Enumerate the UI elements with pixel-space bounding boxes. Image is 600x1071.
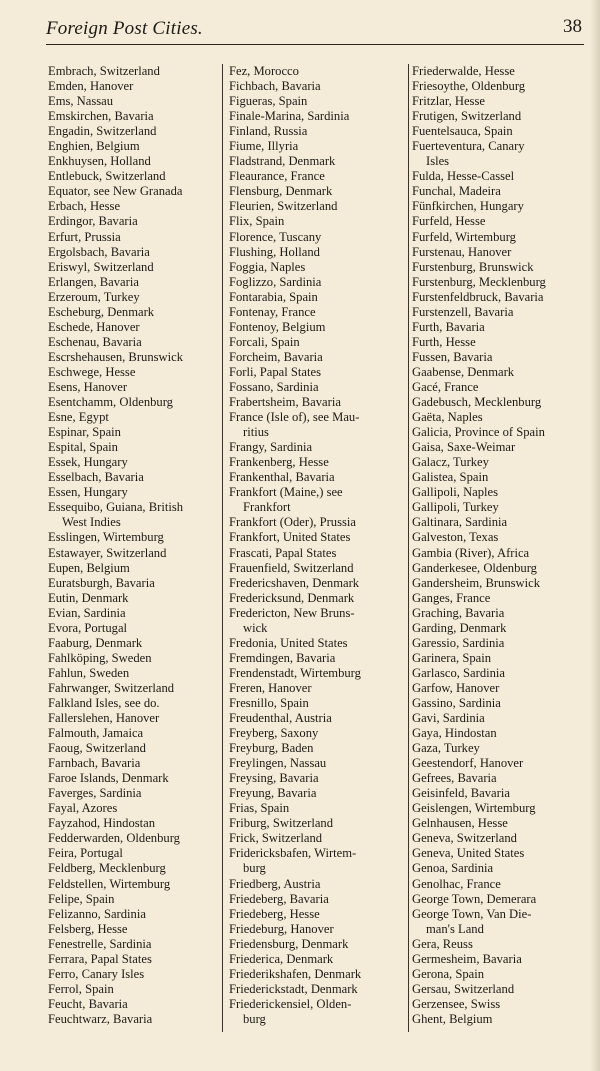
list-item: Ganges, France <box>412 590 491 605</box>
list-item: Esslingen, Wirtemburg <box>48 530 164 545</box>
list-item: Fontenoy, Belgium <box>229 319 326 334</box>
list-item: Foglizzo, Sardinia <box>229 274 322 289</box>
column-divider <box>222 64 223 1032</box>
list-item: Feira, Portugal <box>48 846 123 861</box>
list-item: Ghent, Belgium <box>412 1011 493 1026</box>
list-item: George Town, Van Die- man's Land <box>412 906 532 936</box>
list-item: Gaya, Hindostan <box>412 726 497 741</box>
list-item: Gerzensee, Swiss <box>412 996 501 1011</box>
directory-columns <box>48 64 586 1039</box>
list-item: Emskirchen, Bavaria <box>48 109 154 124</box>
list-item: Falmouth, Jamaica <box>48 726 144 741</box>
list-item: Garding, Denmark <box>412 620 507 635</box>
list-item: Fresnillo, Spain <box>229 695 309 710</box>
list-item: Gefrees, Bavaria <box>412 771 497 786</box>
column-3 <box>412 64 586 1039</box>
list-item: Gaisa, Saxe-Weimar <box>412 440 516 455</box>
list-item: Friedeberg, Hesse <box>229 906 320 921</box>
list-item: Fuerteventura, Canary Isles <box>412 139 525 169</box>
list-item: Friedeberg, Bavaria <box>229 891 329 906</box>
list-item: Frankenthal, Bavaria <box>229 470 335 485</box>
list-item: Enghien, Belgium <box>48 139 140 154</box>
list-item: Flensburg, Denmark <box>229 184 333 199</box>
page-number: 38 <box>563 16 582 37</box>
list-item: Esselbach, Bavaria <box>48 470 144 485</box>
list-item: Fichbach, Bavaria <box>229 79 321 94</box>
list-item: Fahlköping, Sweden <box>48 650 152 665</box>
list-item: Feucht, Bavaria <box>48 996 128 1011</box>
list-item: Fredericton, New Bruns- wick <box>229 605 355 635</box>
list-item: Escheburg, Denmark <box>48 304 155 319</box>
list-item: Gelnhausen, Hesse <box>412 816 508 831</box>
list-item: Genoa, Sardinia <box>412 861 494 876</box>
list-item: Fridericksbafen, Wirtem- burg <box>229 846 357 876</box>
list-item: Friedensburg, Denmark <box>229 936 349 951</box>
list-item: Faverges, Sardinia <box>48 786 142 801</box>
list-item: Fontarabia, Spain <box>229 289 318 304</box>
list-item: Freyung, Bavaria <box>229 786 317 801</box>
list-item: Foggia, Naples <box>229 259 306 274</box>
list-item: Gaza, Turkey <box>412 741 480 756</box>
list-item: Fuentelsauca, Spain <box>412 124 513 139</box>
list-item: Forli, Papal States <box>229 364 321 379</box>
list-item: Fiume, Illyria <box>229 139 299 154</box>
list-item: Friederikshafen, Denmark <box>229 966 362 981</box>
list-item: Furth, Bavaria <box>412 319 485 334</box>
list-item: Fremdingen, Bavaria <box>229 650 336 665</box>
list-item: Friesoythe, Oldenburg <box>412 79 526 94</box>
list-item: Fahrwanger, Switzerland <box>48 680 175 695</box>
list-item: Friederica, Denmark <box>229 951 334 966</box>
list-item: Furstenburg, Mecklenburg <box>412 274 546 289</box>
list-item: Frankfort (Oder), Prussia <box>229 515 356 530</box>
list-item: Felsberg, Hesse <box>48 921 128 936</box>
list-item: Fayal, Azores <box>48 801 118 816</box>
list-item: Fredericshaven, Denmark <box>229 575 360 590</box>
list-item: Gersau, Switzerland <box>412 981 515 996</box>
list-item: Essequibo, Guiana, British West Indies <box>48 500 184 530</box>
list-item: Esentchamm, Oldenburg <box>48 395 173 410</box>
list-item: Faoug, Switzerland <box>48 741 146 756</box>
list-item: Galicia, Province of Spain <box>412 425 545 440</box>
list-item: Germesheim, Bavaria <box>412 951 522 966</box>
list-item: Furstenau, Hanover <box>412 244 512 259</box>
list-item: Erbach, Hesse <box>48 199 121 214</box>
list-item: Frascati, Papal States <box>229 545 337 560</box>
list-item: Frankenberg, Hesse <box>229 455 329 470</box>
list-item: Esens, Hanover <box>48 379 128 394</box>
list-item: Garfow, Hanover <box>412 680 500 695</box>
list-item: Felipe, Spain <box>48 891 115 906</box>
list-item: Emden, Hanover <box>48 79 134 94</box>
list-item: Fredonia, United States <box>229 635 348 650</box>
list-item: Figueras, Spain <box>229 94 308 109</box>
list-item: Erzeroum, Turkey <box>48 289 140 304</box>
list-item: Euratsburgh, Bavaria <box>48 575 155 590</box>
list-item: Flix, Spain <box>229 214 285 229</box>
list-item: Eriswyl, Switzerland <box>48 259 154 274</box>
list-item: Genolhac, France <box>412 876 501 891</box>
list-item: Erlangen, Bavaria <box>48 274 139 289</box>
list-item: Gacé, France <box>412 379 479 394</box>
list-item: Engadin, Switzerland <box>48 124 157 139</box>
list-item: Flushing, Holland <box>229 244 320 259</box>
list-item: Frankfort, United States <box>229 530 351 545</box>
list-item: Fulda, Hesse-Cassel <box>412 169 515 184</box>
column-1 <box>48 64 218 1039</box>
list-item: Geneva, Switzerland <box>412 831 517 846</box>
list-item: Gerona, Spain <box>412 966 485 981</box>
list-item: France (Isle of), see Mau- ritius <box>229 410 360 440</box>
list-item: Fedderwarden, Oldenburg <box>48 831 180 846</box>
list-item: Friburg, Switzerland <box>229 816 334 831</box>
list-item: Geestendorf, Hanover <box>412 756 524 771</box>
list-item: Gallipoli, Naples <box>412 485 499 500</box>
list-item: Furfeld, Hesse <box>412 214 486 229</box>
list-item: Essek, Hungary <box>48 455 128 470</box>
list-item: Frick, Switzerland <box>229 831 323 846</box>
list-item: Friedeburg, Hanover <box>229 921 334 936</box>
list-item: Graching, Bavaria <box>412 605 505 620</box>
list-item: Furth, Hesse <box>412 334 476 349</box>
list-item: Friederwalde, Hesse <box>412 64 515 78</box>
list-item: Ganderkesee, Oldenburg <box>412 560 537 575</box>
list-item: Erfurt, Prussia <box>48 229 121 244</box>
column-2 <box>229 64 405 1039</box>
list-item: Freren, Hanover <box>229 680 312 695</box>
list-item: Frabertsheim, Bavaria <box>229 395 341 410</box>
list-item: Galistea, Spain <box>412 470 489 485</box>
list-item: Frauenfield, Switzerland <box>229 560 354 575</box>
list-item: Fayzahod, Hindostan <box>48 816 156 831</box>
list-item: Faroe Islands, Denmark <box>48 771 169 786</box>
list-item: Galveston, Texas <box>412 530 499 545</box>
list-item: Embrach, Switzerland <box>48 64 160 78</box>
list-item: Gadebusch, Mecklenburg <box>412 395 542 410</box>
list-item: Fossano, Sardinia <box>229 379 319 394</box>
list-item: Esne, Egypt <box>48 410 109 425</box>
list-item: Eschwege, Hesse <box>48 364 136 379</box>
column-divider <box>408 64 409 1032</box>
list-item: Furstenburg, Brunswick <box>412 259 534 274</box>
list-item: Fenestrelle, Sardinia <box>48 936 152 951</box>
running-title: Foreign Post Cities. <box>46 18 203 39</box>
list-item: Furfeld, Wirtemburg <box>412 229 516 244</box>
list-item: Ferrara, Papal States <box>48 951 152 966</box>
list-item: Friedberg, Austria <box>229 876 321 891</box>
list-item: Ferrol, Spain <box>48 981 114 996</box>
list-item: Fritzlar, Hesse <box>412 94 485 109</box>
list-item: Essen, Hungary <box>48 485 128 500</box>
list-item: Evian, Sardinia <box>48 605 126 620</box>
list-item: Gaëta, Naples <box>412 410 483 425</box>
list-item: Frutigen, Switzerland <box>412 109 522 124</box>
list-item: Gavi, Sardinia <box>412 711 485 726</box>
list-item: Espinar, Spain <box>48 425 121 440</box>
list-item: Gallipoli, Turkey <box>412 500 499 515</box>
list-item: Ferro, Canary Isles <box>48 966 145 981</box>
list-item: Furstenfeldbruck, Bavaria <box>412 289 544 304</box>
list-item: Frankfort (Maine,) see Frankfort <box>229 485 343 515</box>
list-item: Finale-Marina, Sardinia <box>229 109 350 124</box>
list-item: Friederickstadt, Denmark <box>229 981 358 996</box>
list-item: Fladstrand, Denmark <box>229 154 336 169</box>
list-item: Faaburg, Denmark <box>48 635 143 650</box>
list-item: Frendenstadt, Wirtemburg <box>229 665 361 680</box>
list-item: Espital, Spain <box>48 440 118 455</box>
list-item: Gassino, Sardinia <box>412 695 501 710</box>
page-header <box>46 16 584 45</box>
list-item: Fleurien, Switzerland <box>229 199 338 214</box>
list-item: Garessio, Sardinia <box>412 635 505 650</box>
page-edge-shadow <box>590 0 600 1071</box>
list-item: Freudenthal, Austria <box>229 711 332 726</box>
list-item: Feldberg, Mecklenburg <box>48 861 166 876</box>
list-item: Eupen, Belgium <box>48 560 130 575</box>
list-item: Felizanno, Sardinia <box>48 906 146 921</box>
list-item: Freysing, Bavaria <box>229 771 319 786</box>
list-item: Entlebuck, Switzerland <box>48 169 166 184</box>
list-item: Feuchtwarz, Bavaria <box>48 1011 153 1026</box>
list-item: Ems, Nassau <box>48 94 114 109</box>
list-item: Garinera, Spain <box>412 650 492 665</box>
list-item: Fussen, Bavaria <box>412 349 493 364</box>
list-item: Equator, see New Granada <box>48 184 183 199</box>
list-item: Estawayer, Switzerland <box>48 545 167 560</box>
list-item: Frias, Spain <box>229 801 290 816</box>
list-item: Evora, Portugal <box>48 620 128 635</box>
list-item: Farnbach, Bavaria <box>48 756 141 771</box>
list-item: Fünfkirchen, Hungary <box>412 199 524 214</box>
list-item: Falkland Isles, see do. <box>48 695 160 710</box>
list-item: Galtinara, Sardinia <box>412 515 508 530</box>
list-item: Enkhuysen, Holland <box>48 154 151 169</box>
list-item: Escrshehausen, Brunswick <box>48 349 184 364</box>
list-item: Freylingen, Nassau <box>229 756 327 771</box>
list-item: Geislengen, Wirtemburg <box>412 801 536 816</box>
list-item: Eschenau, Bavaria <box>48 334 142 349</box>
list-item: Eutin, Denmark <box>48 590 129 605</box>
list-item: Gambia (River), Africa <box>412 545 530 560</box>
list-item: Garlasco, Sardinia <box>412 665 506 680</box>
list-item: Fontenay, France <box>229 304 316 319</box>
list-item: Florence, Tuscany <box>229 229 322 244</box>
list-item: Geisinfeld, Bavaria <box>412 786 510 801</box>
list-item: Finland, Russia <box>229 124 308 139</box>
list-item: Freyberg, Saxony <box>229 726 319 741</box>
list-item: Ergolsbach, Bavaria <box>48 244 150 259</box>
list-item: Friederickensiel, Olden- burg <box>229 996 352 1026</box>
list-item: Gera, Reuss <box>412 936 473 951</box>
list-item: George Town, Demerara <box>412 891 537 906</box>
list-item: Geneva, United States <box>412 846 525 861</box>
list-item: Fallerslehen, Hanover <box>48 711 160 726</box>
list-item: Erdingor, Bavaria <box>48 214 138 229</box>
list-item: Freyburg, Baden <box>229 741 314 756</box>
list-item: Fredericksund, Denmark <box>229 590 355 605</box>
list-item: Furstenzell, Bavaria <box>412 304 514 319</box>
list-item: Feldstellen, Wirtemburg <box>48 876 171 891</box>
list-item: Funchal, Madeira <box>412 184 501 199</box>
list-item: Forcali, Spain <box>229 334 300 349</box>
list-item: Eschede, Hanover <box>48 319 140 334</box>
list-item: Fleaurance, France <box>229 169 325 184</box>
list-item: Galacz, Turkey <box>412 455 489 470</box>
list-item: Frangy, Sardinia <box>229 440 313 455</box>
list-item: Gaabense, Denmark <box>412 364 515 379</box>
list-item: Fez, Morocco <box>229 64 299 78</box>
list-item: Forcheim, Bavaria <box>229 349 323 364</box>
list-item: Fahlun, Sweden <box>48 665 130 680</box>
list-item: Gandersheim, Brunswick <box>412 575 541 590</box>
